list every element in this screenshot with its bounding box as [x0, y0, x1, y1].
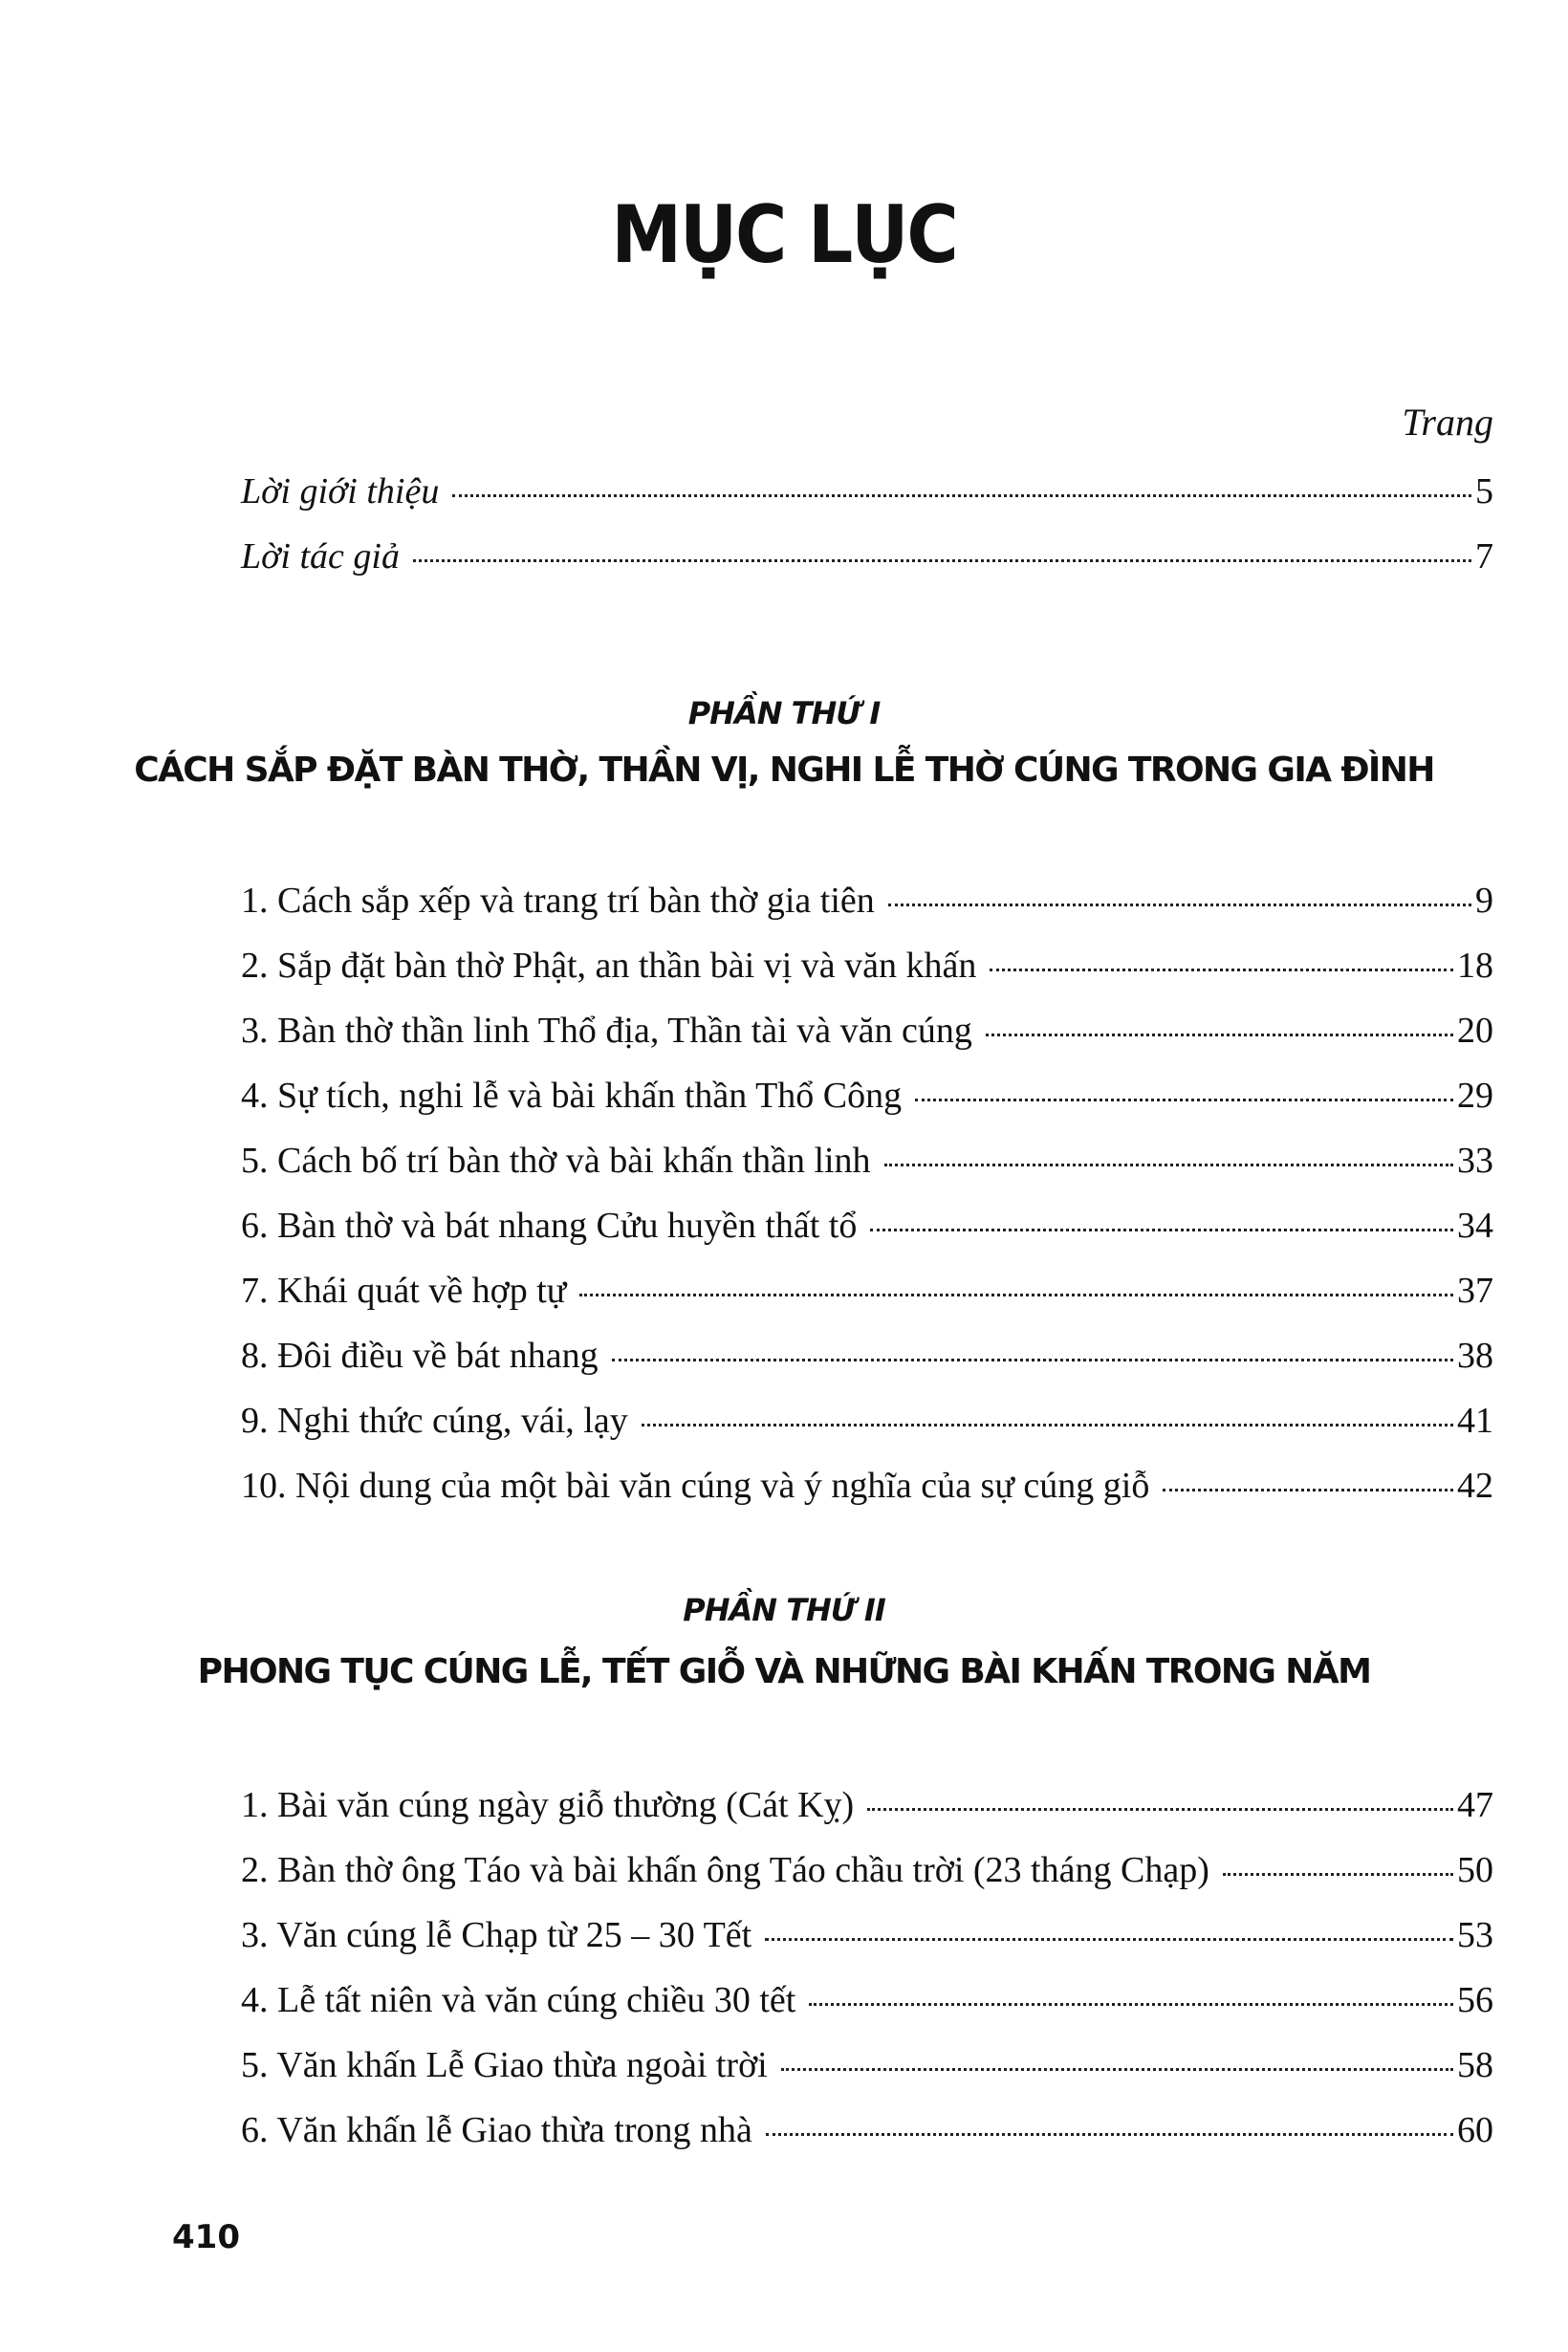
part-2-title: PHONG TỤC CÚNG LỄ, TẾT GIỖ VÀ NHỮNG BÀI KHẤN TRONG NĂM [197, 1652, 1371, 1691]
toc-entry-page: 53 [1457, 1915, 1493, 1955]
toc-entry[interactable] [241, 1010, 1493, 1063]
dot-leader [612, 1359, 1453, 1361]
toc-entry[interactable] [241, 1784, 1493, 1838]
page-column-label: Trang [1402, 401, 1493, 444]
dot-leader [765, 1938, 1453, 1941]
toc-entry-label: 3. Bàn thờ thần linh Thổ địa, Thần tài và văn cúng [241, 1011, 972, 1051]
toc-entry-page: 50 [1457, 1850, 1493, 1890]
dot-leader [781, 2068, 1453, 2071]
dot-leader [809, 2003, 1453, 2006]
dot-leader [1163, 1489, 1453, 1492]
toc-entry-label: 9. Nghi thức cúng, vái, lạy [241, 1401, 628, 1441]
toc-entry-page: 34 [1457, 1206, 1493, 1246]
toc-entry-label: 4. Lễ tất niên và văn cúng chiều 30 tết [241, 1980, 796, 2020]
dot-leader [884, 1164, 1453, 1166]
toc-entry-label: 1. Cách sắp xếp và trang trí bàn thờ gia tiên [241, 881, 875, 921]
dot-leader [888, 904, 1471, 906]
toc-entry[interactable] [241, 1335, 1493, 1388]
toc-entry-label: 10. Nội dung của một bài văn cúng và ý nghĩa của sự cúng giỗ [241, 1466, 1150, 1506]
toc-entry-page: 20 [1457, 1011, 1493, 1051]
part-2-label: PHẦN THỨ II [683, 1592, 885, 1628]
toc-entry[interactable] [241, 880, 1493, 933]
dot-leader [766, 2133, 1453, 2136]
dot-leader [642, 1424, 1453, 1426]
part-1-title: CÁCH SẮP ĐẶT BÀN THỜ, THẦN VỊ, NGHI LỄ THỜ CÚNG TRONG GIA ĐÌNH [134, 751, 1434, 790]
toc-entry[interactable] [241, 1979, 1493, 2033]
toc-entry-page: 33 [1457, 1141, 1493, 1181]
toc-entry[interactable] [241, 1140, 1493, 1193]
toc-entry[interactable] [241, 1400, 1493, 1453]
toc-entry-label: 4. Sự tích, nghi lễ và bài khấn thần Thổ Công [241, 1076, 903, 1116]
toc-entry-label: Lời tác giả [241, 536, 400, 577]
toc-entry-author-note[interactable] [241, 535, 1493, 589]
toc-entry[interactable] [241, 2044, 1493, 2098]
toc-entry[interactable] [241, 1205, 1493, 1258]
toc-entry-label: 6. Văn khấn lễ Giao thừa trong nhà [241, 2110, 752, 2150]
toc-entry-page: 56 [1457, 1980, 1493, 2020]
toc-entry-label: 3. Văn cúng lễ Chạp từ 25 – 30 Tết [241, 1915, 752, 1955]
dot-leader [986, 1034, 1453, 1036]
toc-entry-page: 37 [1457, 1271, 1493, 1311]
toc-entry-page: 18 [1457, 946, 1493, 986]
toc-entry-label: 1. Bài văn cúng ngày giỗ thường (Cát Kỵ) [241, 1785, 855, 1825]
toc-entry[interactable] [241, 1270, 1493, 1323]
toc-entry-page: 41 [1457, 1401, 1493, 1441]
toc-entry-page: 42 [1457, 1466, 1493, 1506]
toc-entry-label: 2. Sắp đặt bàn thờ Phật, an thần bài vị và văn khấn [241, 946, 977, 986]
toc-entry-page: 47 [1457, 1785, 1493, 1825]
toc-entry-page: 38 [1457, 1336, 1493, 1376]
dot-leader [867, 1808, 1453, 1811]
toc-entry-label: Lời giới thiệu [241, 471, 440, 512]
dot-leader [452, 494, 1471, 497]
dot-leader [579, 1294, 1453, 1296]
dot-leader [1223, 1873, 1453, 1876]
toc-entry-label: 7. Khái quát về hợp tự [241, 1271, 567, 1311]
toc-entry-page: 58 [1457, 2045, 1493, 2085]
dot-leader [413, 559, 1471, 562]
toc-entry[interactable] [241, 1075, 1493, 1128]
toc-entry-page: 60 [1457, 2110, 1493, 2150]
toc-entry-label: 5. Văn khấn Lễ Giao thừa ngoài trời [241, 2045, 768, 2085]
toc-entry-label: 8. Đôi điều về bát nhang [241, 1336, 599, 1376]
toc-entry[interactable] [241, 1914, 1493, 1968]
toc-entry[interactable] [241, 1849, 1493, 1903]
toc-entry-page: 5 [1475, 471, 1493, 512]
page-number: 410 [172, 2218, 240, 2256]
toc-entry-page: 7 [1475, 536, 1493, 577]
dot-leader [990, 969, 1453, 971]
toc-entry-page: 9 [1475, 881, 1493, 921]
toc-entry[interactable] [241, 1465, 1493, 1518]
dot-leader [870, 1229, 1453, 1231]
toc-entry[interactable] [241, 2109, 1493, 2163]
toc-entry-label: 6. Bàn thờ và bát nhang Cửu huyền thất tổ [241, 1206, 858, 1246]
toc-entry-label: 5. Cách bố trí bàn thờ và bài khấn thần linh [241, 1141, 871, 1181]
dot-leader [915, 1099, 1453, 1101]
toc-entry-intro[interactable] [241, 470, 1493, 524]
part-1-label: PHẦN THỨ I [687, 695, 881, 731]
toc-entry-label: 2. Bàn thờ ông Táo và bài khấn ông Táo chầu trời (23 tháng Chạp) [241, 1850, 1209, 1890]
toc-entry-page: 29 [1457, 1076, 1493, 1116]
page-title: MỤC LỤC [611, 189, 957, 282]
toc-entry[interactable] [241, 945, 1493, 998]
